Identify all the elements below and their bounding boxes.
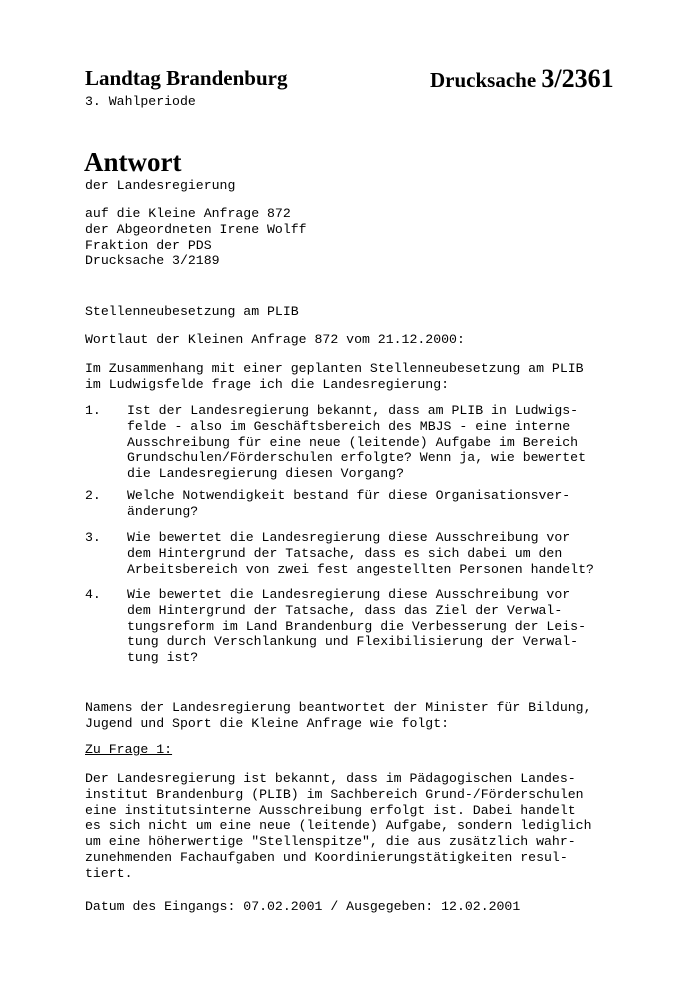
question-line: Ausschreibung für eine neue (leitende) Aufgabe im Bereich: [127, 434, 579, 450]
answer-line: es sich nicht um eine neue (leitende) Aufgabe, sondern lediglich: [85, 818, 592, 834]
question-text: [127, 488, 627, 520]
question-number: 2.: [85, 488, 101, 503]
question-line: Arbeitsbereich von zwei fest angestellten Personen handelt?: [127, 561, 594, 577]
answer-line: institut Brandenburg (PLIB) im Sachbereich Grund-/Förderschulen: [85, 786, 584, 802]
question-text: [127, 530, 627, 577]
document-label: Drucksache: [430, 68, 537, 92]
question-line: Ist der Landesregierung bekannt, dass am PLIB in Ludwigs-: [127, 403, 579, 418]
reference-block: [85, 206, 625, 269]
question-line: Wie bewertet die Landesregierung diese Ausschreibung vor: [127, 587, 571, 602]
question-line: felde - also im Geschäftsbereich des MBJS - eine interne: [127, 418, 571, 434]
question-line: tung ist?: [127, 650, 199, 666]
question-line: Welche Notwendigkeit bestand für diese Organisationsver-: [127, 488, 571, 503]
question-text: [127, 403, 627, 482]
question-text: [127, 587, 627, 666]
question-number: 3.: [85, 530, 101, 545]
answer-intro-line: Namens der Landesregierung beantwortet der Minister für Bildung,: [85, 700, 592, 715]
answer-heading-text: Zu Frage 1:: [85, 742, 173, 757]
question-line: dem Hintergrund der Tatsache, dass es sich dabei um den: [127, 545, 563, 561]
question-line: Wie bewertet die Landesregierung diese Ausschreibung vor: [127, 530, 571, 545]
answer-line: um eine höherwertige "Stellenspitze", die aus zusätzlich wahr-: [85, 834, 576, 850]
answer-line: zunehmenden Fachaufgaben und Koordinierungstätigkeiten resul-: [85, 849, 568, 865]
answer-heading: [85, 742, 625, 758]
answer-line: Der Landesregierung ist bekannt, dass im Pädagogischen Landes-: [85, 771, 576, 786]
question-line: tung durch Verschlankung und Flexibilisierung der Verwal-: [127, 634, 579, 650]
context-line: Im Zusammenhang mit einer geplanten Stellenneubesetzung am PLIB: [85, 361, 584, 376]
question-line: Grundschulen/Förderschulen erfolgte? Wenn ja, wie bewertet: [127, 450, 586, 466]
wording-intro: Wortlaut der Kleinen Anfrage 872 vom 21.12.2000:: [85, 332, 465, 347]
question-number: 1.: [85, 403, 101, 418]
document-number-value: 3/2361: [541, 64, 614, 93]
parliament-title: Landtag Brandenburg: [85, 66, 288, 90]
antwort-subheading: der Landesregierung: [85, 178, 236, 193]
answer-text: [85, 771, 625, 882]
answer-intro: [85, 700, 625, 732]
context-paragraph: [85, 361, 625, 393]
reference-line: Fraktion der PDS: [85, 237, 212, 253]
question-number: 4.: [85, 587, 101, 602]
reference-line: der Abgeordneten Irene Wolff: [85, 221, 307, 237]
footer-dates: Datum des Eingangs: 07.02.2001 / Ausgegeben: 12.02.2001: [85, 899, 521, 914]
answer-intro-line: Jugend und Sport die Kleine Anfrage wie folgt:: [85, 715, 450, 731]
question-line: die Landesregierung diesen Vorgang?: [127, 466, 404, 482]
question-line: dem Hintergrund der Tatsache, dass das Ziel der Verwal-: [127, 602, 563, 618]
reference-line: Drucksache 3/2189: [85, 253, 220, 269]
subject-title: Stellenneubesetzung am PLIB: [85, 304, 299, 319]
question-line: tungsreform im Land Brandenburg die Verbesserung der Leis-: [127, 618, 586, 634]
reference-line: auf die Kleine Anfrage 872: [85, 206, 291, 221]
answer-line: eine institutsinterne Ausschreibung erfolgt ist. Dabei handelt: [85, 802, 576, 818]
electoral-period: 3. Wahlperiode: [85, 94, 196, 109]
context-line: im Ludwigsfelde frage ich die Landesregierung:: [85, 376, 450, 392]
answer-line: tiert.: [85, 865, 133, 881]
document-number: [430, 64, 614, 94]
antwort-heading: Antwort: [84, 147, 182, 177]
question-line: änderung?: [127, 503, 199, 519]
